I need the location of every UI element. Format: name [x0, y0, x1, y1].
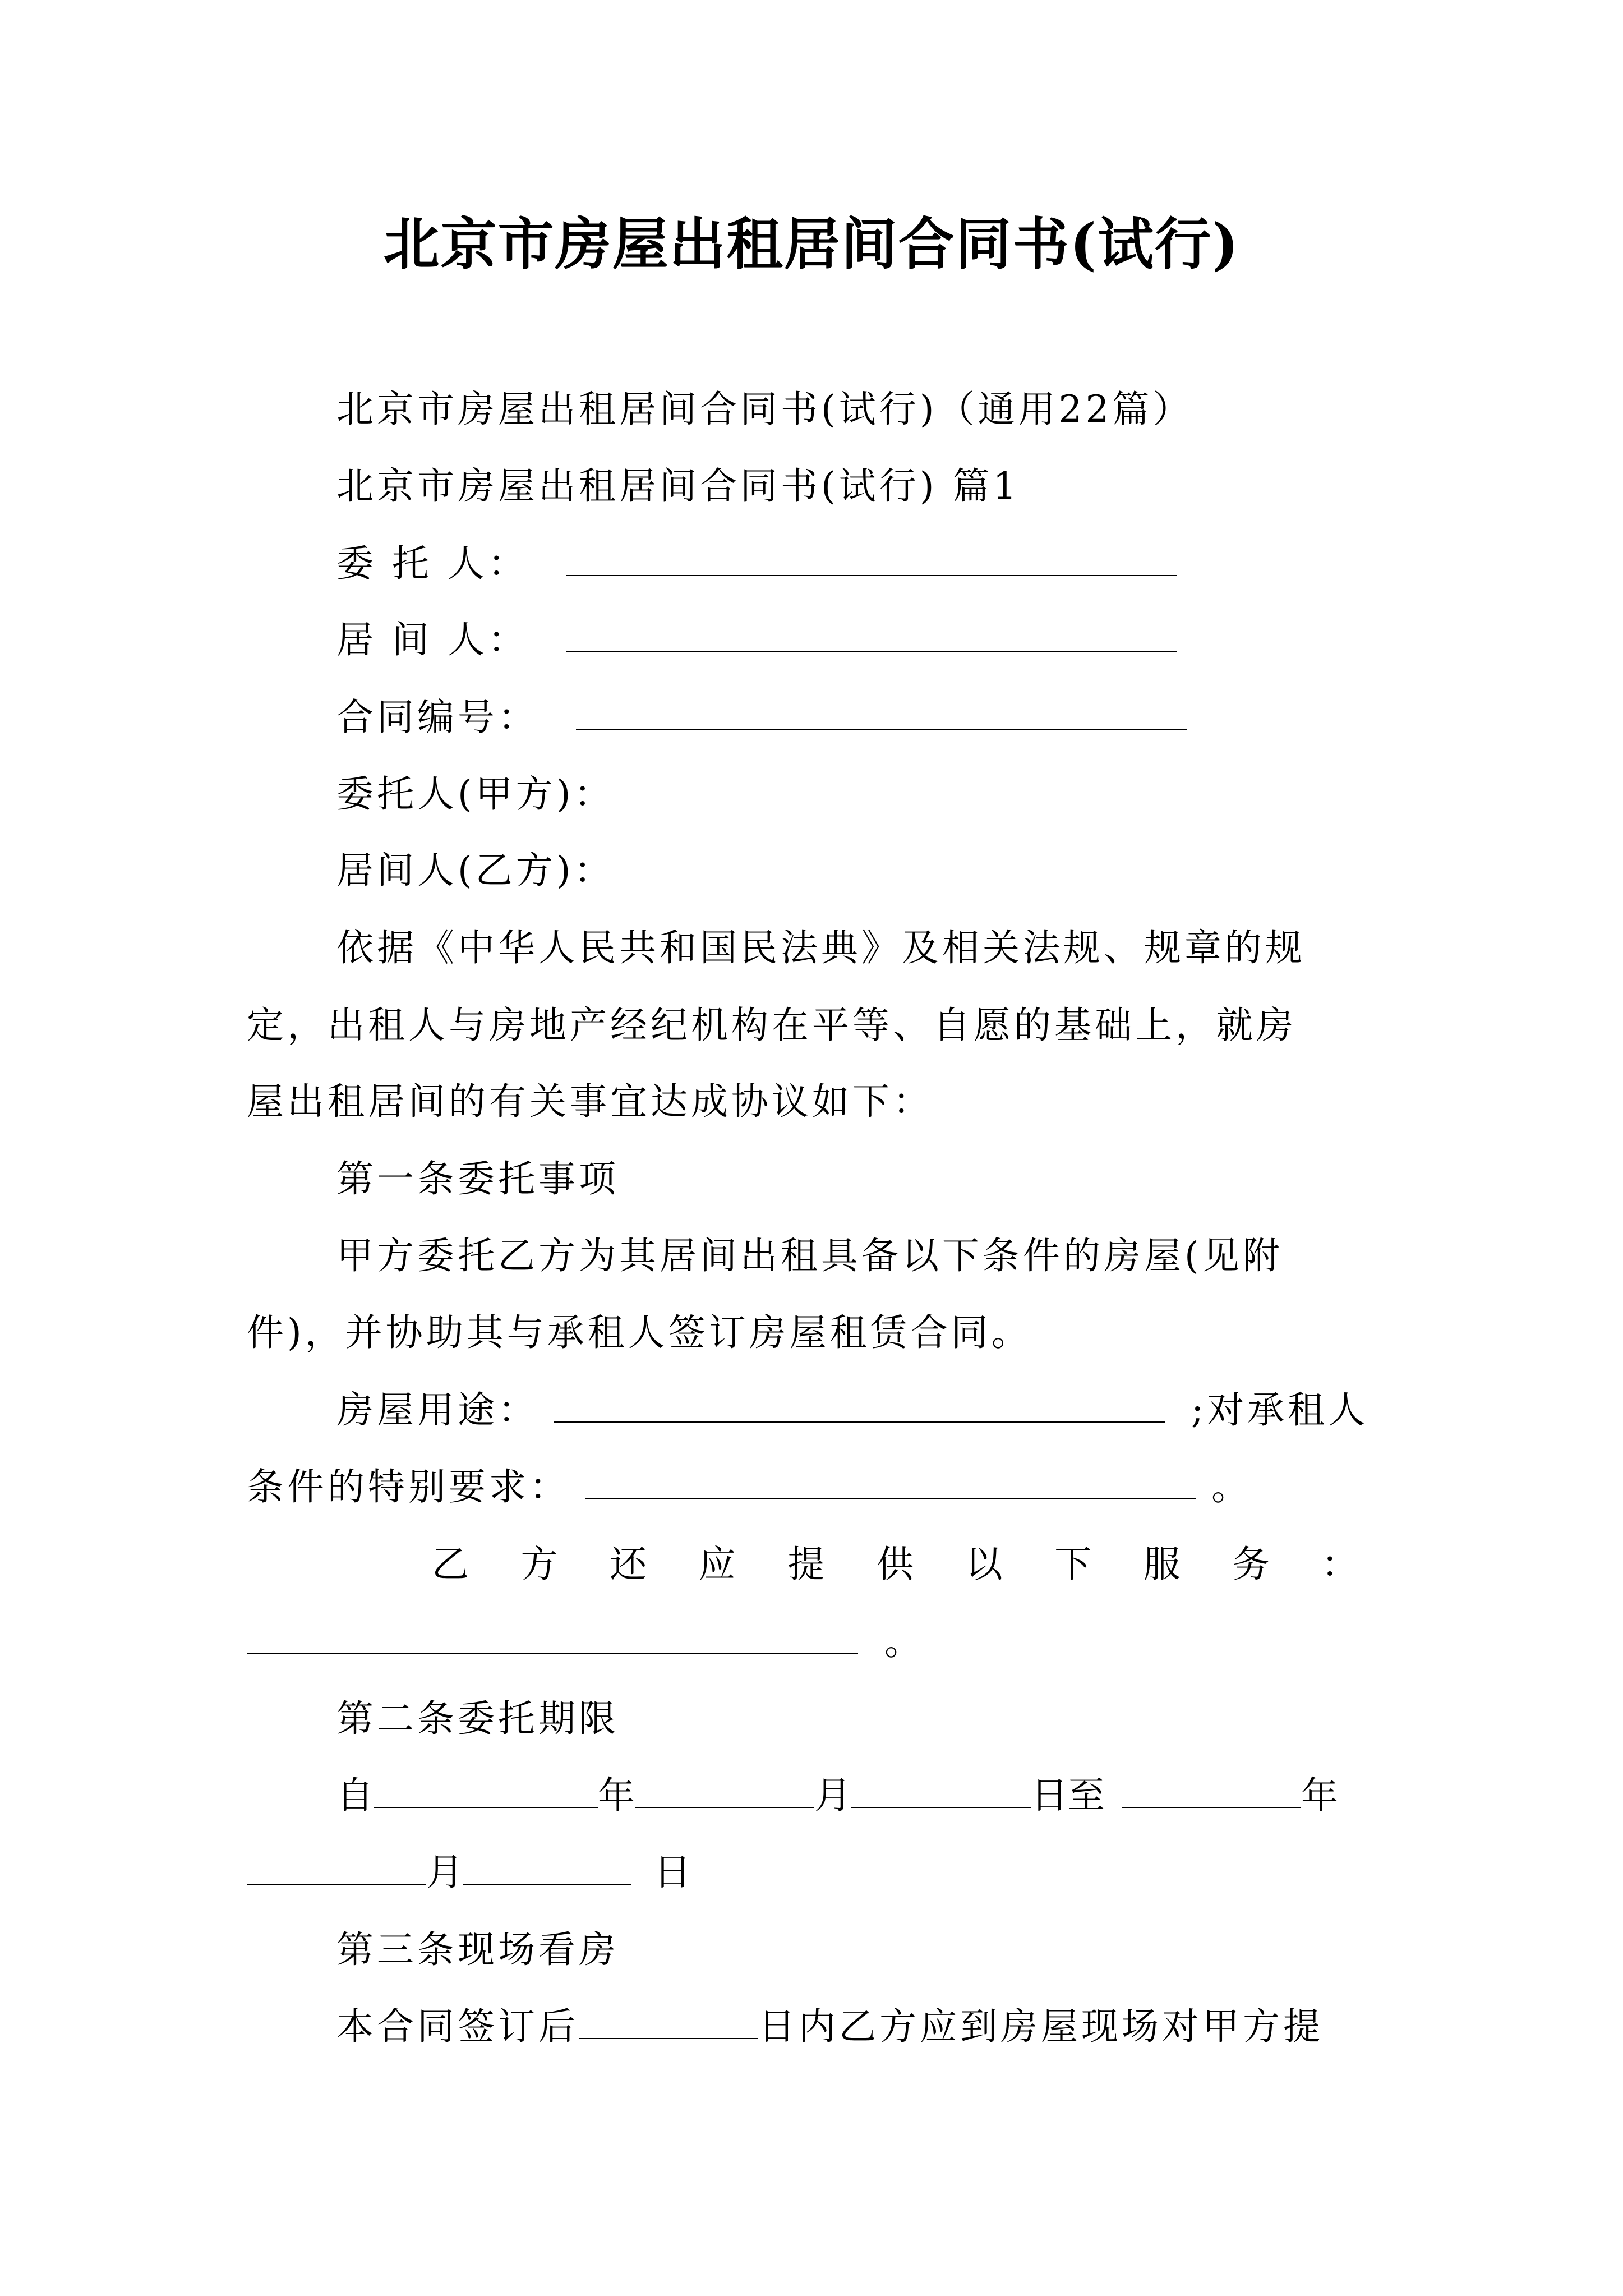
article1-text-2: 件)，并协助其与承租人签订房屋租赁合同。 — [247, 1311, 1032, 1354]
article3-text — [336, 2004, 1324, 2049]
article1-heading: 第一条委托事项 — [336, 1157, 619, 1200]
preamble-line-2: 定，出租人与房地产经纪机构在平等、自愿的基础上，就房 — [247, 1004, 1297, 1047]
article1-text-1: 甲方委托乙方为其居间出租具备以下条件的房屋(见附 — [336, 1234, 1283, 1277]
principal-blank — [566, 546, 1177, 576]
term-month1: 月 — [814, 1774, 851, 1817]
term-from: 自 — [336, 1774, 374, 1817]
preamble-line-3: 屋出租居间的有关事宜达成协议如下： — [247, 1080, 933, 1123]
broker-field — [336, 618, 1177, 662]
article3-text-before: 本合同签订后 — [336, 2005, 579, 2048]
services-char: ： — [1321, 1543, 1358, 1586]
contract-no-blank — [576, 700, 1187, 730]
special-field — [247, 1465, 1252, 1510]
principal-field — [336, 541, 1177, 586]
services-char: 应 — [698, 1543, 736, 1586]
services-char: 供 — [876, 1543, 914, 1586]
year2-blank — [1122, 1778, 1301, 1808]
services-suffix: 。 — [884, 1620, 925, 1663]
section-heading: 北京市房屋出租居间合同书(试行) 篇1 — [336, 464, 1020, 508]
special-label: 条件的特别要求： — [247, 1465, 570, 1508]
party-a: 委托人(甲方)： — [336, 772, 615, 816]
contract-no-label: 合同编号： — [336, 696, 538, 739]
article2-heading: 第二条委托期限 — [336, 1697, 619, 1740]
services-char: 服 — [1143, 1543, 1181, 1586]
day1-blank — [851, 1778, 1031, 1808]
special-blank — [585, 1469, 1196, 1499]
usage-suffix: ;对承租人 — [1191, 1388, 1369, 1432]
services-char: 提 — [787, 1543, 825, 1586]
article3-heading: 第三条现场看房 — [336, 1928, 619, 1971]
days-blank — [579, 2009, 758, 2039]
services-char: 方 — [520, 1543, 558, 1586]
document-subtitle: 北京市房屋出租居间合同书(试行)（通用22篇） — [336, 388, 1193, 431]
article3-text-after: 日内乙方应到房屋现场对甲方提 — [758, 2005, 1324, 2048]
term-year2: 年 — [1301, 1774, 1338, 1817]
services-line — [432, 1542, 1358, 1587]
usage-field — [336, 1388, 1368, 1433]
party-b: 居间人(乙方)： — [336, 849, 615, 892]
term-day2: 日 — [654, 1851, 691, 1894]
services-char: 以 — [965, 1543, 1003, 1586]
broker-blank — [566, 622, 1177, 652]
year1-blank — [374, 1778, 598, 1808]
usage-label: 房屋用途： — [336, 1388, 538, 1432]
principal-label: 委 托 人： — [336, 542, 528, 585]
usage-blank — [554, 1392, 1165, 1423]
term-month2: 月 — [426, 1851, 463, 1894]
month2-blank — [247, 1855, 426, 1885]
special-suffix: 。 — [1211, 1465, 1252, 1508]
term-year1: 年 — [598, 1774, 635, 1817]
services-char: 务 — [1232, 1543, 1270, 1586]
day2-blank — [463, 1855, 631, 1885]
contract-no-field — [336, 695, 1187, 740]
preamble-line-1: 依据《中华人民共和国民法典》及相关法规、规章的规 — [336, 926, 1306, 969]
services-blank — [247, 1624, 858, 1654]
services-char: 下 — [1054, 1543, 1092, 1586]
services-char: 乙 — [432, 1543, 469, 1586]
term-line-1 — [336, 1773, 1338, 1818]
term-line-2 — [247, 1850, 691, 1895]
services-blank-line — [247, 1619, 925, 1664]
broker-label: 居 间 人： — [336, 618, 528, 661]
services-char: 还 — [610, 1543, 647, 1586]
term-day-to: 日至 — [1031, 1774, 1105, 1817]
document-title: 北京市房屋出租居间合同书(试行) — [383, 211, 1240, 277]
month1-blank — [635, 1778, 814, 1808]
